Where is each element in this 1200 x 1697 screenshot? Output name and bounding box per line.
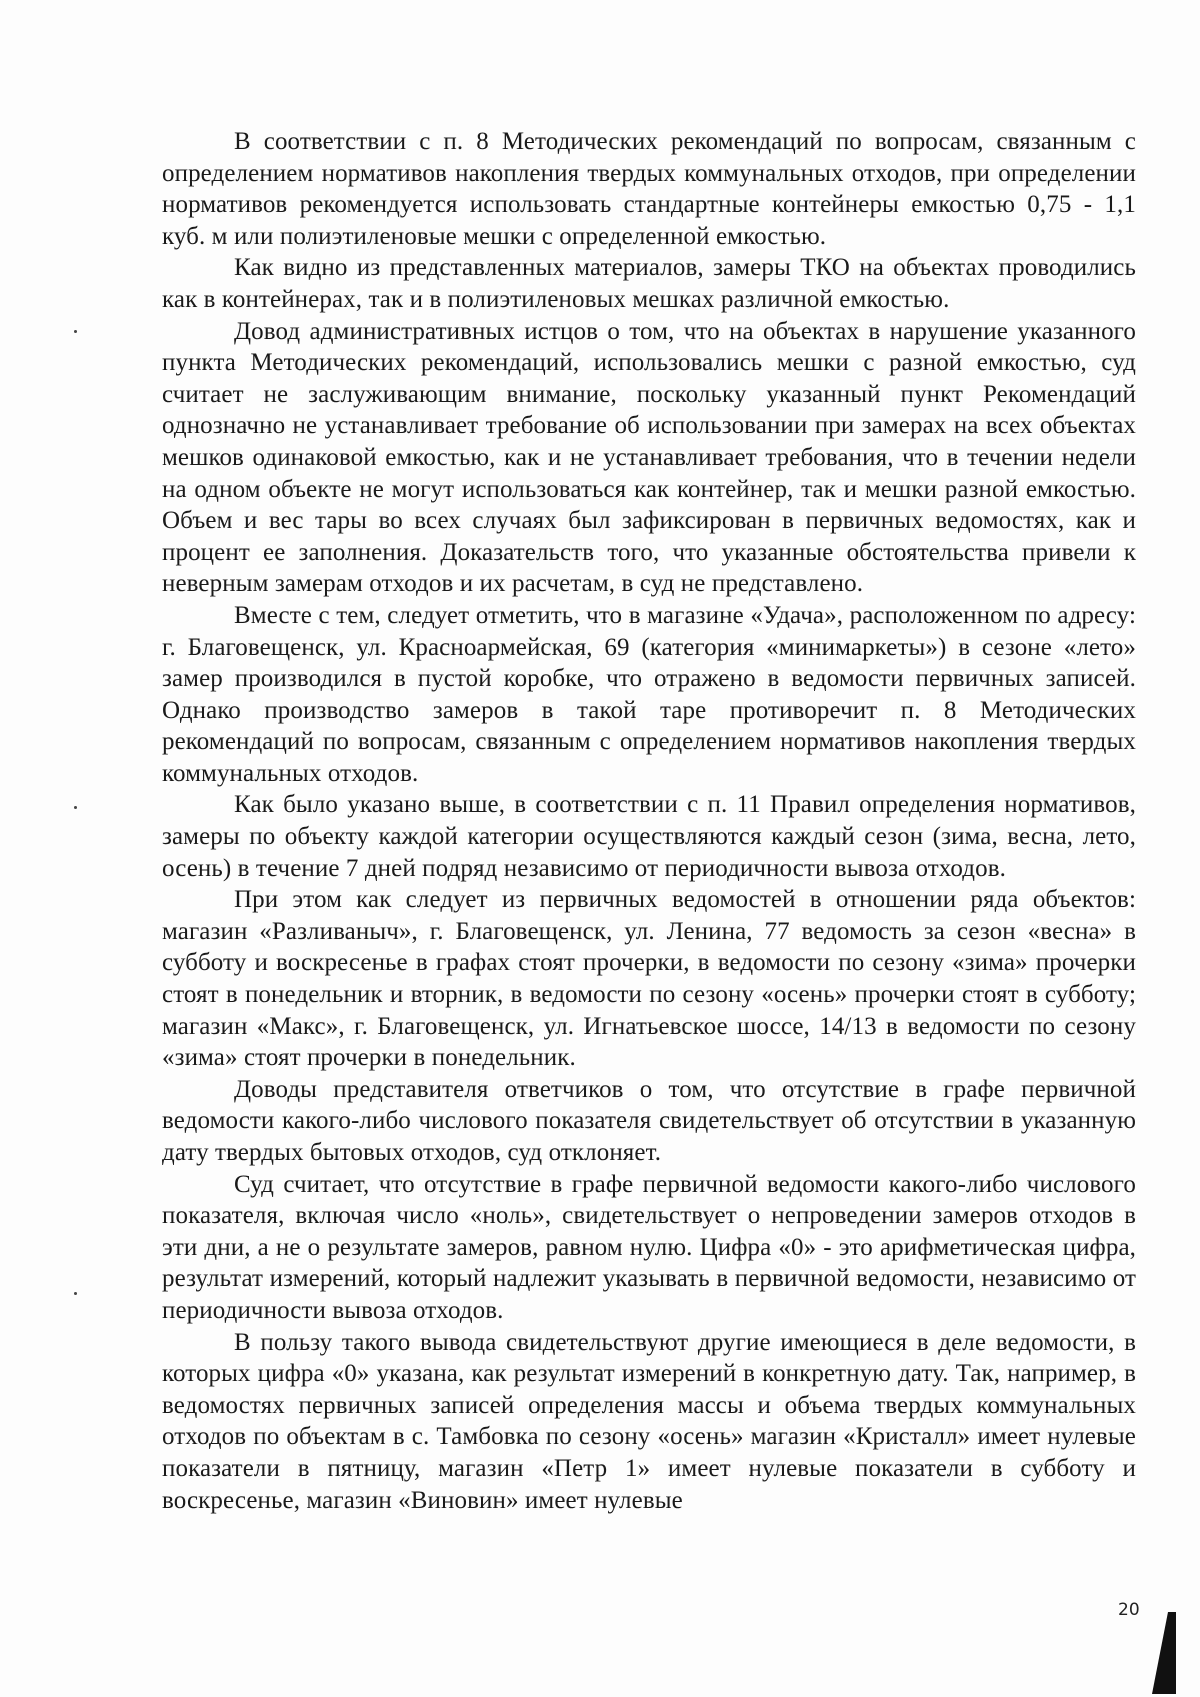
scan-dot (74, 806, 77, 809)
scan-dot (74, 330, 77, 333)
paragraph: Как было указано выше, в соответствии с п. 11 Правил определения нормативов, замеры по объекту каждой категории осуществляются каждый сезон (зима, весна, лето, осень) в течение 7 дней подряд независимо от периодичности вывоза отходов. (162, 791, 1136, 882)
paragraph: Как видно из представленных материалов, замеры ТКО на объектах проводились как в контейнерах, так и в полиэтиленовых мешках различной емкостью. (162, 254, 1136, 313)
paragraph: Доводы представителя ответчиков о том, что отсутствие в графе первичной ведомости какого-либо числового показателя свидетельствует об отсутствии в указанную дату твердых бытовых отходов, суд отклоняет. (162, 1075, 1136, 1166)
paragraph: Суд считает, что отсутствие в графе первичной ведомости какого-либо числового показателя, включая число «ноль», свидетельствует о непроведении замеров отходов в эти дни, а не о результате замеров, равном нулю. Цифра «0» - это арифметическая цифра, результат измерений, который надлежит указывать в первичной ведомости, независимо от периодичности вывоза отходов. (162, 1170, 1136, 1324)
document-body (162, 126, 1136, 1516)
page-number: 20 (1118, 1600, 1140, 1620)
scan-dot (74, 1292, 77, 1295)
paragraph: При этом как следует из первичных ведомостей в отношении ряда объектов: магазин «Разливаныч», г. Благовещенск, ул. Ленина, 77 ведомость за сезон «весна» в субботу и воскресенье в графах стоят прочерки, в ведомости по сезону «зима» прочерки стоят в понедельник и вторник, в ведомости по сезону «осень» прочерки стоят в субботу; магазин «Макс», г. Благовещенск, ул. Игнатьевское шоссе, 14/13 в ведомости по сезону «зима» стоят прочерки в понедельник. (162, 886, 1136, 1072)
paragraph: Вместе с тем, следует отметить, что в магазине «Удача», расположенном по адресу: г. Благовещенск, ул. Красноармейская, 69 (категория «минимаркеты») в сезоне «лето» замер производился в пустой коробке, что отражено в ведомости первичных записей. Однако производство замеров в такой таре противоречит п. 8 Методических рекомендаций по вопросам, связанным с определением нормативов накопления твердых коммунальных отходов. (162, 601, 1136, 787)
paragraph: В соответствии с п. 8 Методических рекомендаций по вопросам, связанным с определением нормативов накопления твердых коммунальных отходов, при определении нормативов рекомендуется использовать стандартные контейнеры емкостью 0,75 - 1,1 куб. м или полиэтиленовые мешки с определенной емкостью. (162, 128, 1136, 250)
paragraph: Довод административных истцов о том, что на объектах в нарушение указанного пункта Методических рекомендаций, использовались мешки с разной емкостью, суд считает не заслуживающим внимание, поскольку указанный пункт Рекомендаций однозначно не устанавливает требование об использовании при замерах на всех объектах мешков одинаковой емкостью, как и не устанавливает требования, что в течении недели на одном объекте не могут использоваться как контейнер, так и мешки разной емкостью. Объем и вес тары во всех случаях был зафиксирован в первичных ведомостях, как и процент ее заполнения. Доказательств того, что указанные обстоятельства привели к неверным замерам отходов и их расчетам, в суд не представлено. (162, 317, 1136, 598)
paragraph: В пользу такого вывода свидетельствуют другие имеющиеся в деле ведомости, в которых цифра «0» указана, как результат измерений в конкретную дату. Так, например, в ведомостях первичных записей определения массы и объема твердых коммунальных отходов по объектам в с. Тамбовка по сезону «осень» магазин «Кристалл» имеет нулевые показатели в пятницу, магазин «Петр 1» имеет нулевые показатели в субботу и воскресенье, магазин «Виновин» имеет нулевые (162, 1328, 1136, 1514)
scan-edge-mark (1152, 1612, 1176, 1694)
